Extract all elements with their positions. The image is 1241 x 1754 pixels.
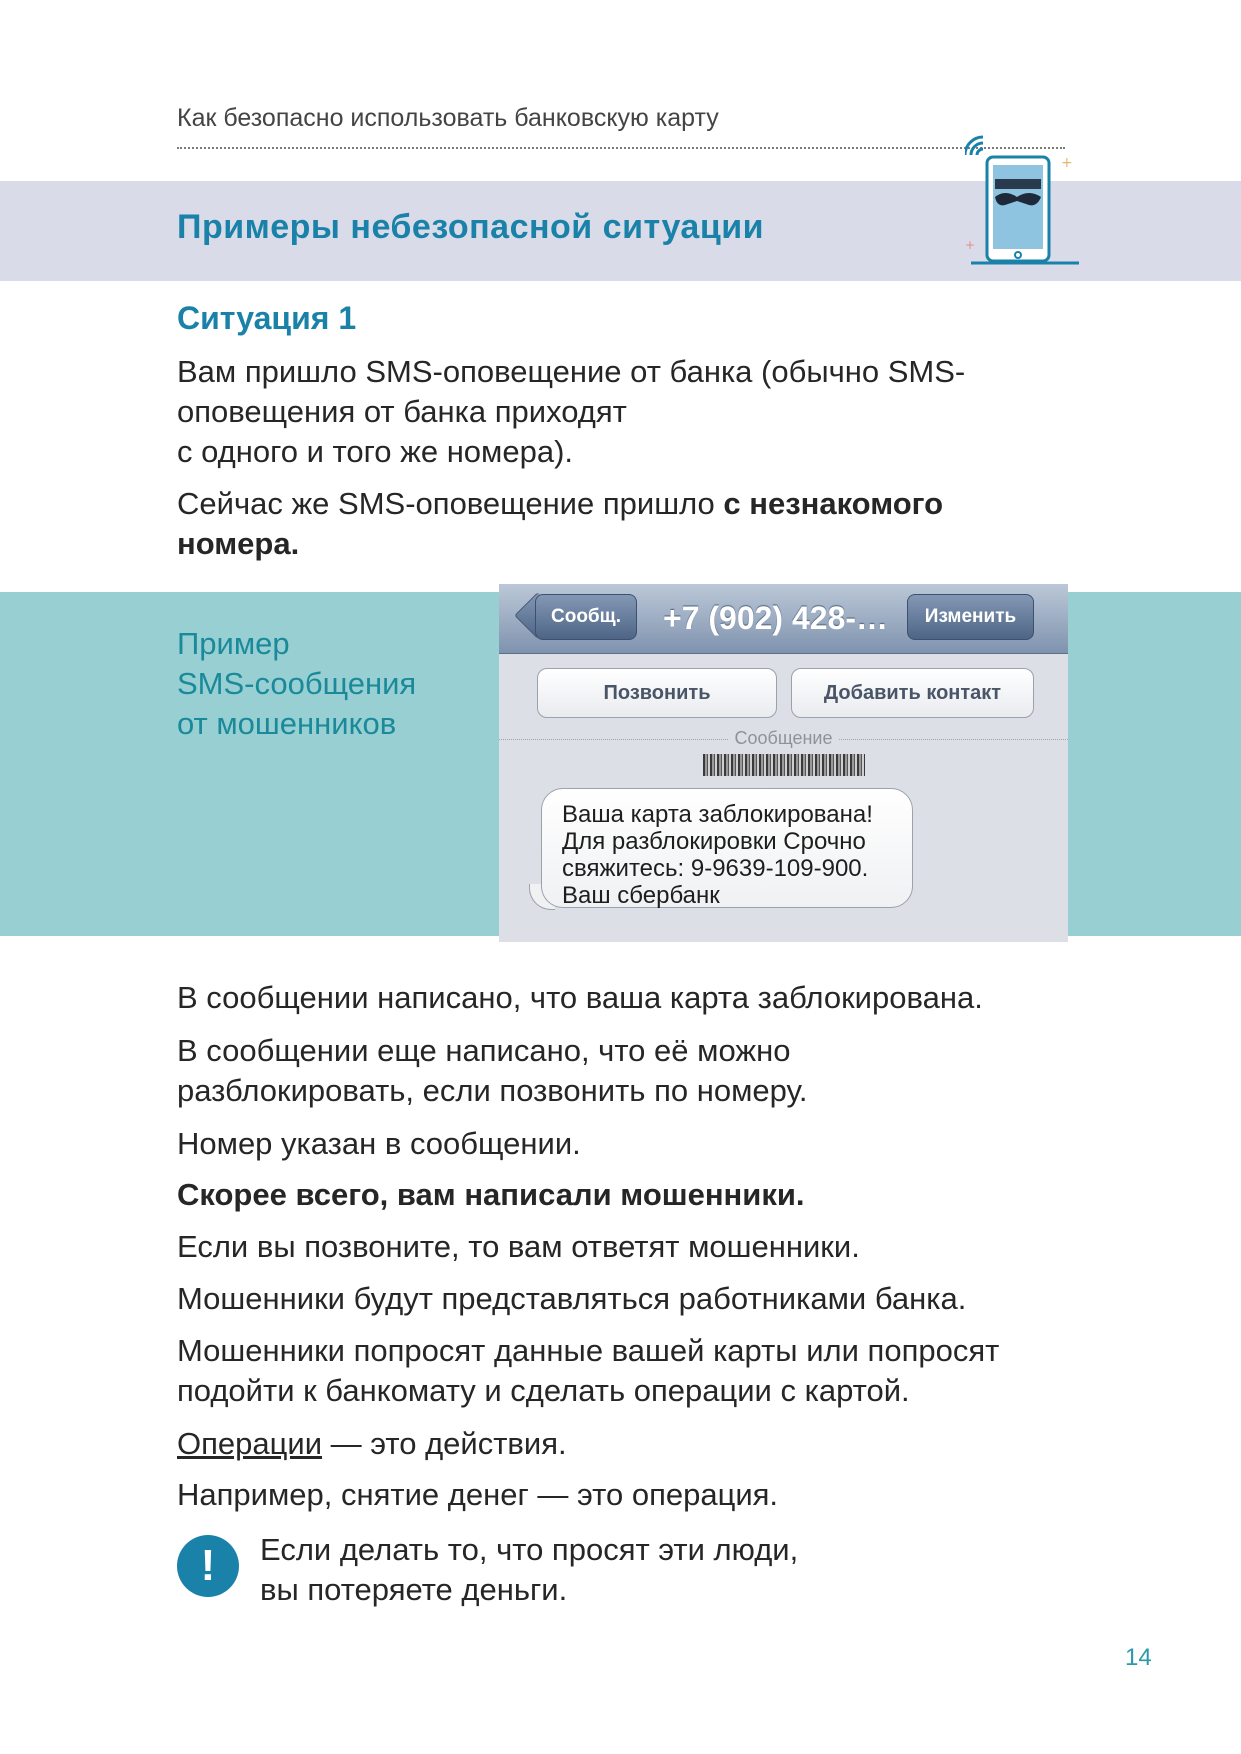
phone-thief-icon bbox=[965, 135, 1085, 270]
explanation-line-1: В сообщении написано, что ваша карта заблокирована. bbox=[177, 980, 983, 1015]
back-button[interactable]: Сообщ. bbox=[535, 594, 637, 640]
svg-text:+: + bbox=[965, 238, 976, 252]
situation-paragraph-1: Вам пришло SMS-оповещение от банка (обычно SMS- оповещения от банка приходят с одного и того же номера). bbox=[177, 354, 966, 469]
explanation-line-4: Скорее всего, вам написали мошенники. bbox=[177, 1177, 805, 1212]
explanation-line-8: Операции — это действия. bbox=[177, 1426, 567, 1461]
explanation-line-5: Если вы позвоните, то вам ответят мошенники. bbox=[177, 1229, 860, 1264]
svg-text:+: + bbox=[1061, 155, 1073, 171]
add-contact-button[interactable]: Добавить контакт bbox=[791, 668, 1034, 718]
blurred-timestamp bbox=[703, 754, 865, 776]
running-header: Как безопасно использовать банковскую карту bbox=[177, 104, 719, 132]
sms-navbar bbox=[499, 584, 1068, 654]
page-number: 14 bbox=[1125, 1644, 1152, 1671]
message-bubble: Ваша карта заблокирована! Для разблокировки Срочно свяжитесь: 9-9639-109-900. Ваш сбербанк bbox=[541, 788, 913, 908]
header-dotted-rule bbox=[177, 147, 1065, 149]
section-title: Примеры небезопасной ситуации bbox=[177, 208, 765, 246]
explanation-line-3: Номер указан в сообщении. bbox=[177, 1126, 581, 1161]
exclamation-icon: ! bbox=[177, 1535, 239, 1597]
call-button[interactable]: Позвонить bbox=[537, 668, 777, 718]
operations-term: Операции bbox=[177, 1426, 323, 1461]
example-caption: Пример SMS-сообщения от мошенников bbox=[177, 626, 417, 741]
situation-heading: Ситуация 1 bbox=[177, 300, 357, 336]
explanation-line-9: Например, снятие денег — это операция. bbox=[177, 1477, 779, 1512]
explanation-line-2: В сообщении еще написано, что её можно разблокировать, если позвонить по номеру. bbox=[177, 1033, 808, 1108]
situation-paragraph-2: Сейчас же SMS-оповещение пришло с незнакомого номера. bbox=[177, 486, 944, 561]
warning-text: Если делать то, что просят эти люди, вы потеряете деньги. bbox=[260, 1532, 799, 1607]
unknown-number-emphasis: с незнакомого номера. bbox=[177, 486, 944, 561]
edit-button[interactable]: Изменить bbox=[907, 594, 1034, 640]
explanation-line-7: Мошенники попросят данные вашей карты или попросят подойти к банкомату и сделать операции с картой. bbox=[177, 1333, 1000, 1408]
explanation-line-6: Мошенники будут представляться работниками банка. bbox=[177, 1281, 967, 1316]
message-divider-label: Сообщение bbox=[499, 728, 1068, 749]
sms-screenshot bbox=[499, 584, 1068, 942]
contact-number: +7 (902) 428-… bbox=[663, 600, 889, 636]
